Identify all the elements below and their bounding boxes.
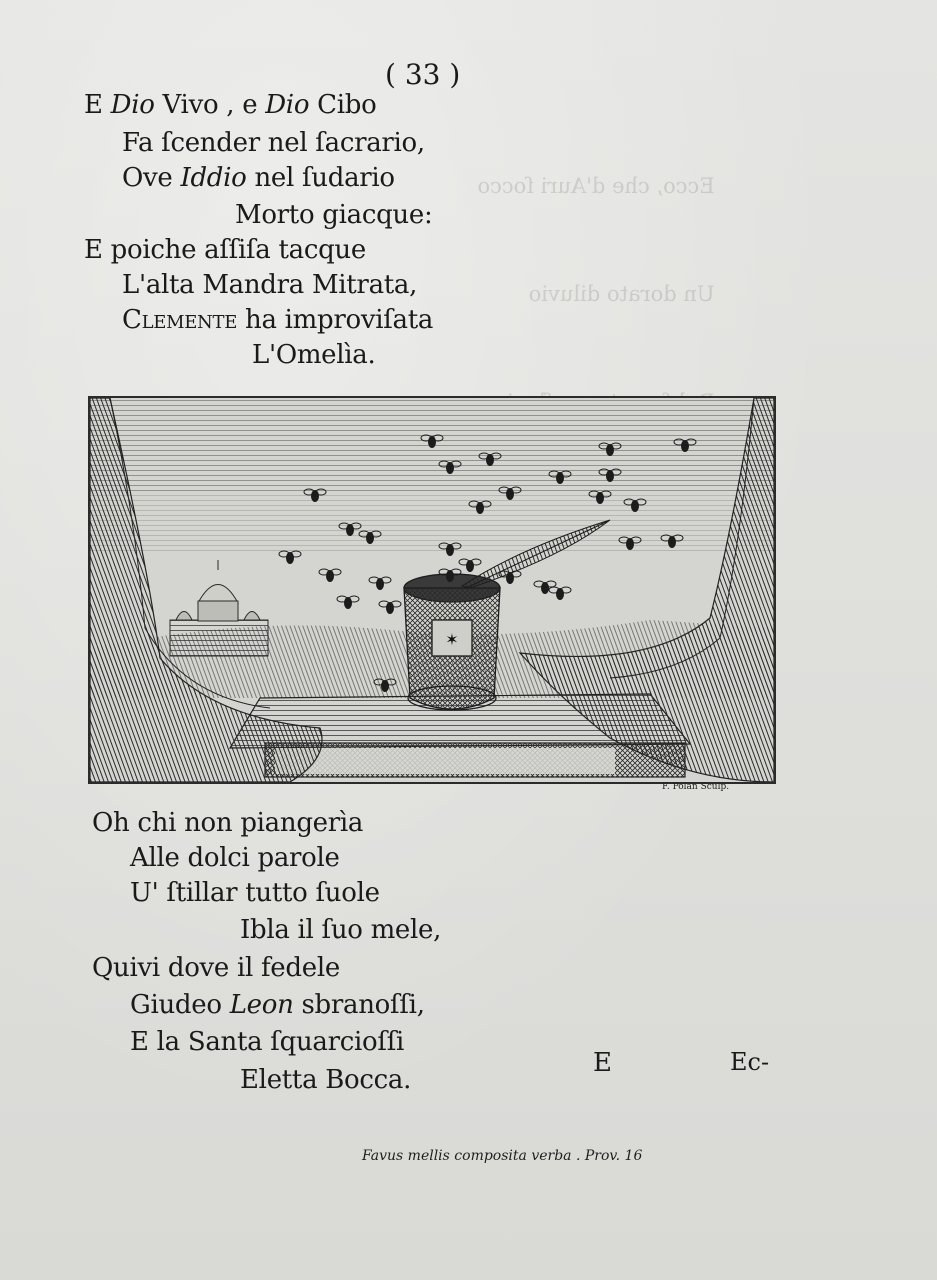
catchword-right: Ec- [730, 1048, 770, 1076]
engraving-illustration [90, 398, 774, 782]
verse-line: Alle dolci parole [130, 843, 340, 873]
catchword-left: E [593, 1048, 612, 1078]
bleed-line: Un dorato diluvio [528, 282, 715, 306]
verse-line: L'alta Mandra Mitrata, [122, 270, 418, 300]
page-number: ( 33 ) [385, 58, 461, 91]
verse-line: Quivi dove il fedele [92, 953, 340, 983]
verse-line: Fa ſcender nel ſacrario, [122, 128, 425, 158]
engraver-signature: F. Polan Sculp. [662, 782, 730, 792]
verse-line: E la Santa ſquarcioſſi [130, 1027, 405, 1057]
engraving-motto: Favus mellis composita verba . Prov. 16 [362, 1148, 643, 1164]
verse-line: Giudeo Leon sbranoſſi, [130, 990, 425, 1020]
inkwell-icon [404, 574, 500, 710]
verse-line: Eletta Bocca. [240, 1065, 412, 1095]
verse-line: Ibla il ſuo mele, [240, 915, 442, 945]
verse-line: L'Omelìa. [252, 340, 376, 370]
verse-line: Oh chi non piangerìa [92, 808, 364, 838]
verse-line: Ove Iddio nel ſudario [122, 163, 395, 193]
verse-line: E Dio Vivo , e Dio Cibo [84, 90, 377, 120]
verse-line: Clemente ha improviſata [122, 305, 434, 335]
verse-line: U' ſtillar tutto ſuole [130, 878, 380, 908]
verse-line: Morto giacque: [235, 200, 433, 230]
svg-text:✶: ✶ [445, 630, 459, 649]
verse-line: E poiche aſſiſa tacque [84, 235, 366, 265]
bleed-line: Ecco, che d'Auri ſocco [477, 174, 715, 198]
